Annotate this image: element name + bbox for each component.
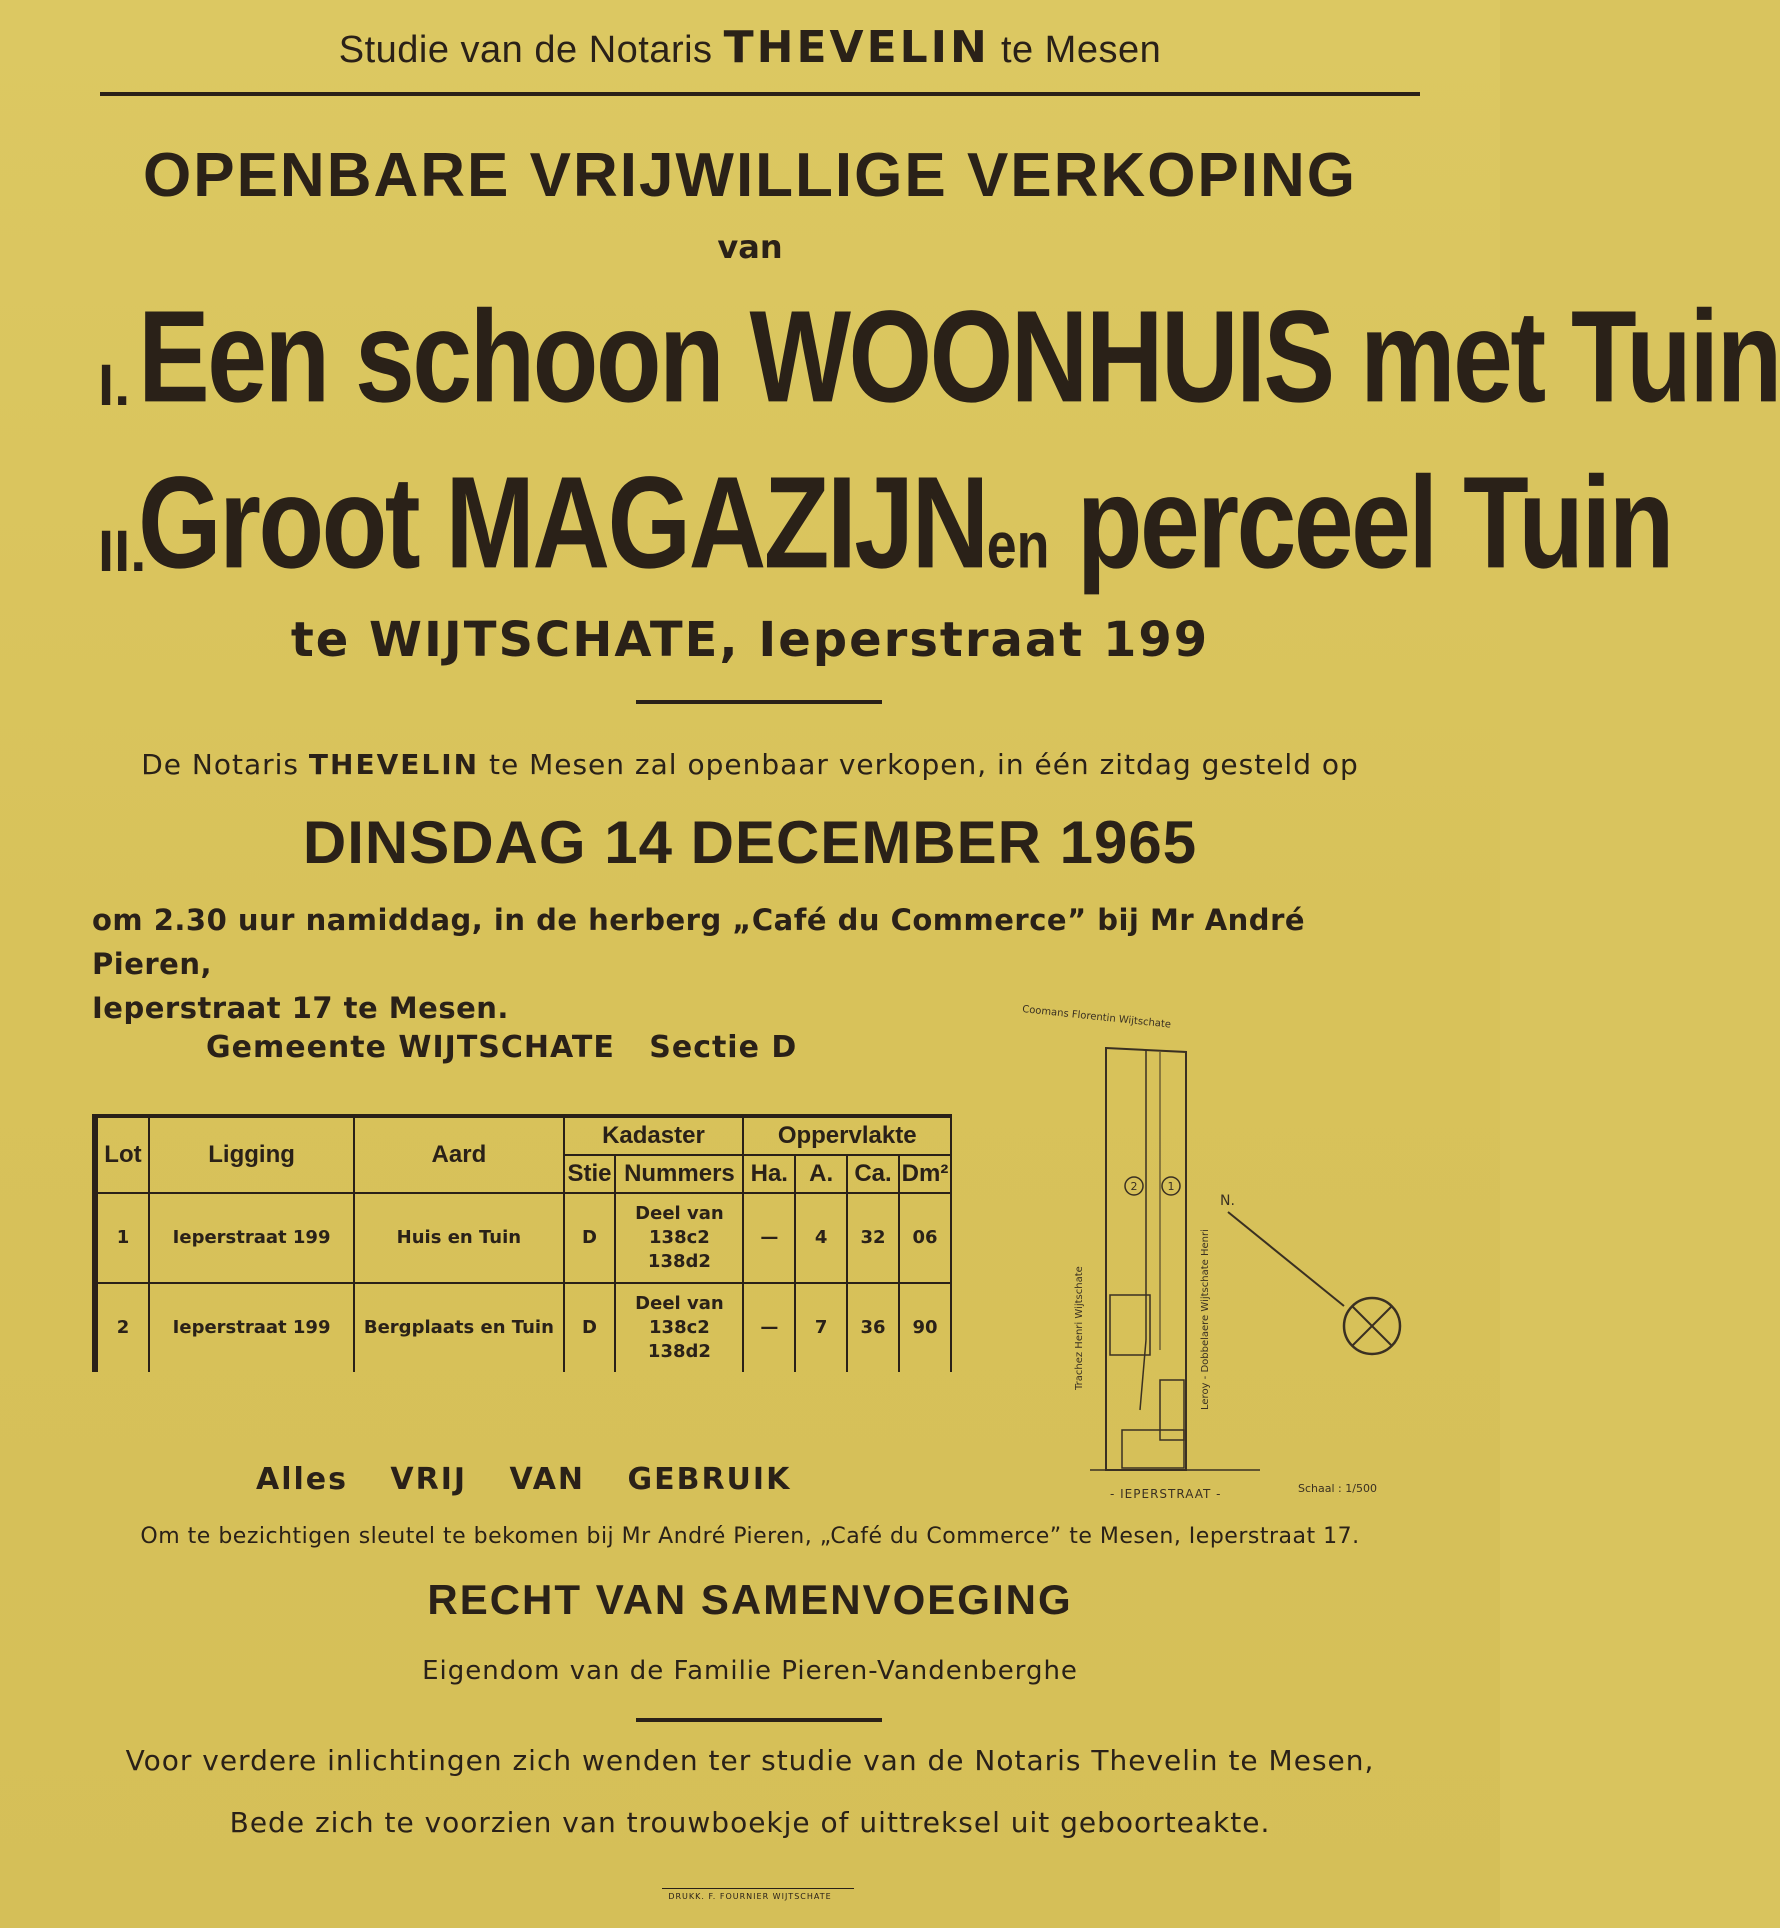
gemeente-name: WIJTSCHATE — [398, 1030, 615, 1065]
site-plan — [1010, 990, 1440, 1510]
lot-numeral-2: II. — [98, 519, 147, 584]
gemeente-heading — [206, 1030, 797, 1065]
time-place-line-1: om 2.30 uur namiddag, in de herberg „Café du Commerce” bij Mr André Pieren, — [92, 903, 1306, 981]
intro-rest: te Mesen zal openbaar verkopen, in één zitdag gesteld op — [488, 748, 1359, 781]
building-1 — [1110, 1295, 1150, 1355]
bede-line: Bede zich te voorzien van trouwboekje of uittreksel uit geboorteakte. — [229, 1806, 1271, 1839]
cell-lot: 2 — [95, 1283, 149, 1372]
th-ha: Ha. — [743, 1155, 795, 1193]
intro-notary: THEVELIN — [308, 748, 480, 781]
building-3 — [1122, 1430, 1184, 1468]
cell-ca: 36 — [847, 1283, 899, 1372]
eigendom-line: Eigendom van de Familie Pieren-Vandenberghe — [422, 1656, 1078, 1686]
cell-ca: 32 — [847, 1193, 899, 1283]
intro-prefix: De Notaris — [141, 748, 299, 781]
cell-dm2: 90 — [899, 1283, 951, 1372]
time-place-line-2: Ieperstraat 17 te Mesen. — [92, 991, 509, 1025]
th-lot: Lot — [95, 1116, 149, 1193]
building-2 — [1160, 1380, 1184, 1440]
th-dm2: Dm² — [899, 1155, 951, 1193]
sale-date: DINSDAG 14 DECEMBER 1965 — [302, 809, 1198, 876]
headline-1-part-a: Een schoon — [138, 284, 723, 430]
notary-header — [0, 22, 1500, 73]
cell-dm2: 06 — [899, 1193, 951, 1283]
header-notary-name: THEVELIN — [723, 22, 990, 73]
property-location: te WIJTSCHATE, Ieperstraat 199 — [290, 612, 1210, 668]
cell-aard: Bergplaats en Tuin — [354, 1283, 563, 1372]
printer-rule — [662, 1888, 854, 1889]
th-ligging: Ligging — [149, 1116, 354, 1193]
cell-ha: — — [743, 1193, 795, 1283]
cell-stie: D — [564, 1283, 616, 1372]
sale-title: OPENBARE VRIJWILLIGE VERKOPING — [142, 141, 1358, 210]
plan-neighbor-left: Trachez Henri Wijtschate — [1074, 1266, 1085, 1390]
van-label: van — [717, 228, 783, 266]
th-aard: Aard — [354, 1116, 563, 1193]
lot-headline-2 — [138, 448, 1672, 598]
plan-scale: Schaal : 1/500 — [1298, 1482, 1377, 1495]
headline-2-part-b: MAGAZIJN — [445, 450, 987, 596]
cell-ligging: Ieperstraat 199 — [149, 1193, 354, 1283]
north-arrow — [1228, 1212, 1344, 1306]
th-nummers: Nummers — [615, 1155, 743, 1193]
headline-2-part-d: perceel Tuin — [1076, 450, 1672, 596]
printer-credit: DRUKK. F. FOURNIER WIJTSCHATE — [668, 1892, 832, 1901]
nummers-line: 138c2 — [649, 1317, 710, 1338]
th-oppervlakte: Oppervlakte — [743, 1116, 951, 1155]
header-rule — [100, 92, 1420, 96]
lot-numeral-1: I. — [98, 353, 131, 418]
lots-table — [92, 1114, 952, 1372]
nummers-line: 138c2 — [649, 1227, 710, 1248]
headline-1-part-b: WOONHUIS — [749, 284, 1333, 430]
cell-aard: Huis en Tuin — [354, 1193, 563, 1283]
lot-marker-2-label: 2 — [1130, 1180, 1138, 1193]
lot-headline-1 — [138, 282, 1780, 432]
nummers-line: Deel van — [635, 1293, 724, 1314]
nummers-line: 138d2 — [647, 1341, 711, 1362]
vrij-van-gebruik: Alles VRIJ VAN GEBRUIK — [256, 1462, 792, 1497]
cell-a: 4 — [795, 1193, 847, 1283]
table-header-row — [95, 1116, 951, 1155]
table-row — [95, 1193, 951, 1283]
table-row — [95, 1283, 951, 1372]
header-prefix: Studie van de Notaris — [338, 29, 713, 71]
cell-stie: D — [564, 1193, 616, 1283]
headline-2-part-c: en — [986, 508, 1050, 582]
header-suffix: te Mesen — [1000, 29, 1162, 71]
bezichtigen-line: Om te bezichtigen sleutel te bekomen bij Mr André Pieren, „Café du Commerce” te Mesen, Ieperstraat 17. — [140, 1524, 1360, 1549]
recht-van-samenvoeging: RECHT VAN SAMENVOEGING — [427, 1576, 1073, 1623]
nummers-line: 138d2 — [647, 1251, 711, 1272]
headline-2-part-a: Groot — [138, 450, 419, 596]
plan-street-label: - IEPERSTRAAT - — [1110, 1487, 1222, 1501]
plan-top-note: Coomans Florentin Wijtschate — [1021, 1004, 1172, 1031]
plot-divider-lower — [1140, 1340, 1146, 1410]
cell-ha: — — [743, 1283, 795, 1372]
cell-ligging: Ieperstraat 199 — [149, 1283, 354, 1372]
lot-marker-1-label: 1 — [1167, 1180, 1175, 1193]
intro-line — [0, 748, 1500, 781]
cell-a: 7 — [795, 1283, 847, 1372]
inlichtingen-line: Voor verdere inlichtingen zich wenden ter studie van de Notaris Thevelin te Mesen, — [125, 1744, 1375, 1777]
divider-2 — [636, 1718, 882, 1722]
th-ca: Ca. — [847, 1155, 899, 1193]
north-label: N. — [1220, 1193, 1235, 1209]
cell-nummers — [615, 1193, 743, 1283]
th-a: A. — [795, 1155, 847, 1193]
headline-1-part-c: met Tuin — [1359, 284, 1780, 430]
divider-1 — [636, 700, 882, 704]
th-stie: Stie — [564, 1155, 616, 1193]
plan-neighbor-right: Leroy - Dobbelaere Wijtschate Henri — [1200, 1229, 1211, 1410]
cell-nummers — [615, 1283, 743, 1372]
cell-lot: 1 — [95, 1193, 149, 1283]
gemeente-sectie: Sectie D — [649, 1030, 798, 1065]
th-kadaster: Kadaster — [564, 1116, 744, 1155]
gemeente-label: Gemeente — [206, 1030, 387, 1065]
nummers-line: Deel van — [635, 1203, 724, 1224]
